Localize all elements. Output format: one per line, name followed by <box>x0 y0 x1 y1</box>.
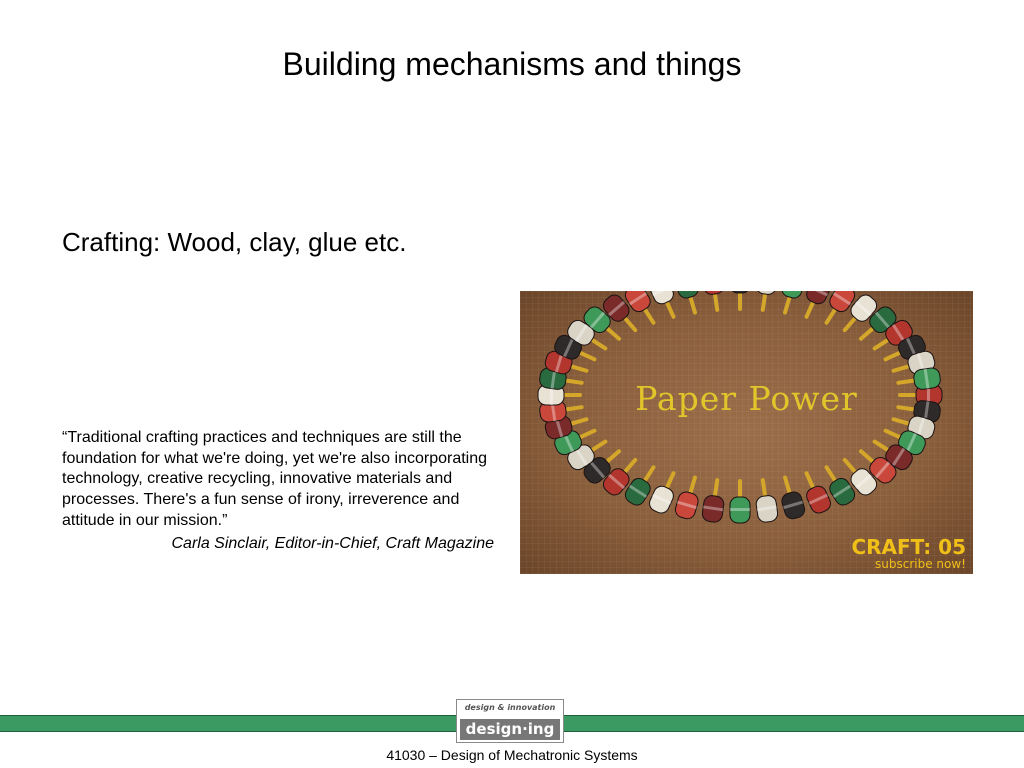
slide-subheading: Crafting: Wood, clay, glue etc. <box>62 227 407 257</box>
paper-bead <box>775 473 807 521</box>
quote-text: “Traditional crafting practices and techniques are still the foundation for what we're doing, yet we're also incorporating technology, creative recycling, innovative materials and processes. There's a fun sense of irony, irreverence and attitude in our mission.” <box>62 429 488 529</box>
paper-bead <box>753 291 779 313</box>
photo-headline: Paper Power <box>635 379 858 418</box>
craft-magazine-photo <box>520 291 973 574</box>
slide-title: Building mechanisms and things <box>282 46 742 82</box>
paper-bead-ring <box>520 291 973 574</box>
footer-caption: 41030 – Design of Mechatronic Systems <box>386 747 638 763</box>
paper-bead <box>701 477 727 523</box>
paper-bead <box>730 479 750 523</box>
paper-bead <box>730 291 750 311</box>
paper-bead <box>753 477 779 523</box>
subscribe-text: subscribe now! <box>875 557 966 571</box>
logo-tagline: design & innovation <box>464 703 556 712</box>
paper-bead <box>673 473 705 521</box>
quote-attribution: Carla Sinclair, Editor-in-Chief, Craft Magazine <box>171 535 494 552</box>
logo-wordmark: design·ing <box>460 719 560 740</box>
paper-bead <box>673 291 705 317</box>
design-ing-logo <box>456 699 564 743</box>
paper-bead <box>775 291 807 317</box>
paper-bead <box>701 291 727 313</box>
magazine-badge: CRAFT: 05 <box>851 535 966 559</box>
